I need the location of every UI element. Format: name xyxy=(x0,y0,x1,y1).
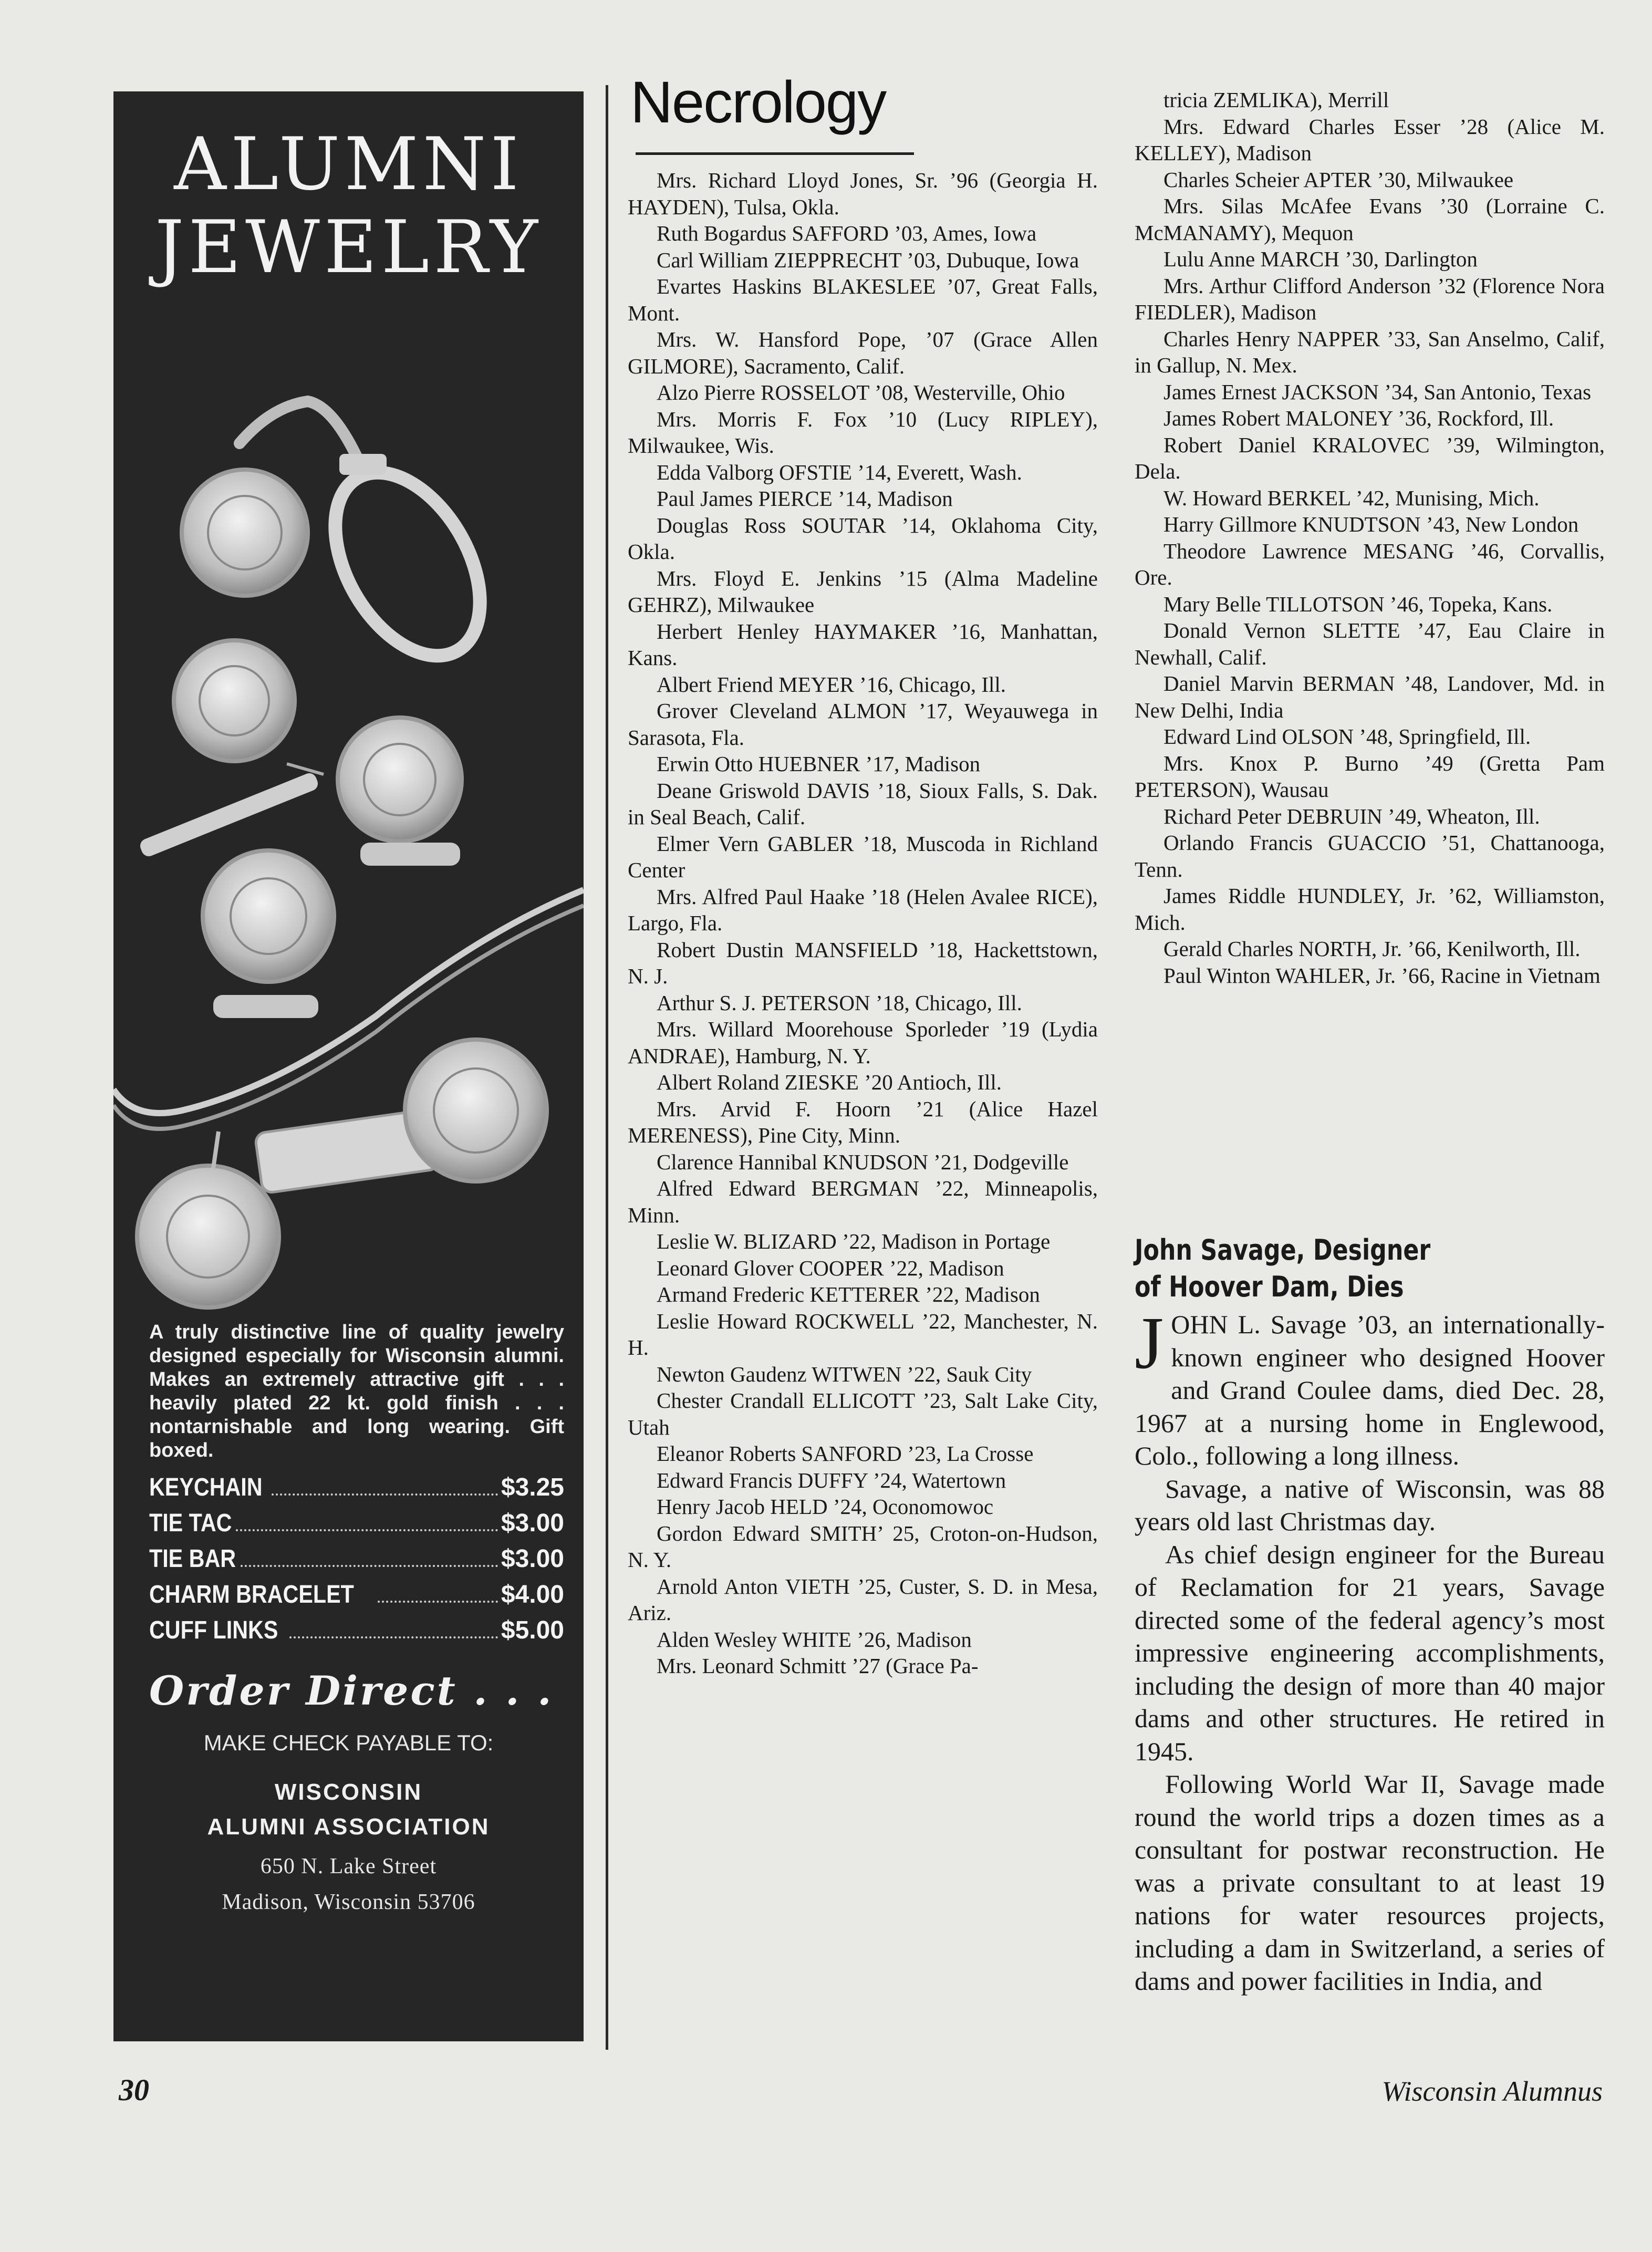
necrology-entry: Charles Henry NAPPER ’33, San Anselmo, Calif, in Gallup, N. Mex. xyxy=(1135,326,1605,377)
necrology-entry: Donald Vernon SLETTE ’47, Eau Claire in Newhall, Calif. xyxy=(1135,618,1605,669)
necrology-entry: Albert Friend MEYER ’16, Chicago, Ill. xyxy=(657,672,1006,697)
necrology-entry: Evartes Haskins BLAKESLEE ’07, Great Falls, Mont. xyxy=(628,274,1098,325)
article-body xyxy=(1135,1301,1605,1998)
necrology-entry: Mary Belle TILLOTSON ’46, Topeka, Kans. xyxy=(1163,591,1553,616)
necrology-entry: Elmer Vern GABLER ’18, Muscoda in Richland Center xyxy=(628,831,1098,882)
page-number: 30 xyxy=(119,2073,149,2107)
dot-leader xyxy=(378,1601,498,1603)
necrology-column-2 xyxy=(1135,87,1605,989)
necrology-title: Necrology xyxy=(630,69,886,135)
necrology-entry: Alzo Pierre ROSSELOT ’08, Westerville, Ohio xyxy=(657,380,1065,404)
necrology-entry: Herbert Henley HAYMAKER ’16, Manhattan, Kans. xyxy=(628,619,1098,670)
necrology-entry: Newton Gaudenz WITWEN ’22, Sauk City xyxy=(657,1362,1032,1386)
price-item: CUFF LINKS xyxy=(149,1616,278,1644)
necrology-entry: Mrs. Arthur Clifford Anderson ’32 (Florence Nora FIEDLER), Madison xyxy=(1135,273,1605,324)
necrology-entry: Theodore Lawrence MESANG ’46, Corvallis, Ore. xyxy=(1135,538,1605,589)
association-line2: ALUMNI ASSOCIATION xyxy=(207,1814,490,1840)
dot-leader xyxy=(236,1529,498,1531)
necrology-entry: Lulu Anne MARCH ’30, Darlington xyxy=(1163,247,1478,271)
necrology-entry: Mrs. Knox P. Burno ’49 (Gretta Pam PETERSON), Wausau xyxy=(1135,751,1605,802)
necrology-entry: Charles Scheier APTER ’30, Milwaukee xyxy=(1163,167,1514,192)
price-value: $3.25 xyxy=(501,1473,564,1501)
drop-cap: J xyxy=(1135,1301,1164,1384)
price-row-charm-bracelet xyxy=(149,1580,564,1616)
necrology-entry: Leslie W. BLIZARD ’22, Madison in Portage xyxy=(657,1229,1051,1253)
article-paragraph: As chief design engineer for the Bureau of Reclamation for 21 years, Savage directed some of the federal agency’s most impressive engineering accomplishments, including the design of more than 40 major dams and other structures. He retired in 1945. xyxy=(1135,1539,1605,1766)
article-headline xyxy=(1135,1232,1604,1305)
necrology-entry: Armand Frederic KETTERER ’22, Madison xyxy=(657,1282,1040,1306)
necrology-entry: Carl William ZIEPPRECHT ’03, Dubuque, Iowa xyxy=(657,247,1079,272)
necrology-entry: Mrs. W. Hansford Pope, ’07 (Grace Allen GILMORE), Sacramento, Calif. xyxy=(628,327,1098,378)
article-paragraph: Following World War II, Savage made round the world trips a dozen times as a consultant for postwar reconstruction. He was a private consultant to at least 19 nations for water resources projects, including a dam in Switzerland, a series of dams and power facilities in India, and xyxy=(1135,1769,1605,1996)
headline-line2: of Hoover Dam, Dies xyxy=(1135,1270,1404,1303)
association-line1: WISCONSIN xyxy=(274,1779,423,1805)
necrology-entry: James Riddle HUNDLEY, Jr. ’62, Williamston, Mich. xyxy=(1135,884,1605,935)
necrology-entry: Richard Peter DEBRUIN ’49, Wheaton, Ill. xyxy=(1163,804,1540,828)
necrology-entry: Orlando Francis GUACCIO ’51, Chattanooga, Tenn. xyxy=(1135,831,1605,881)
necrology-entry: Alfred Edward BERGMAN ’22, Minneapolis, Minn. xyxy=(628,1176,1098,1227)
price-row-keychain xyxy=(149,1473,564,1509)
price-value: $3.00 xyxy=(501,1509,564,1537)
necrology-entry: Edward Lind OLSON ’48, Springfield, Ill. xyxy=(1163,724,1531,749)
article-paragraph: Savage, a native of Wisconsin, was 88 years old last Christmas day. xyxy=(1135,1473,1605,1536)
dot-leader xyxy=(289,1636,498,1638)
headline-line1: John Savage, Designer xyxy=(1135,1233,1431,1267)
necrology-entry: Paul James PIERCE ’14, Madison xyxy=(657,486,953,511)
necrology-entry: Harry Gillmore KNUDTSON ’43, New London xyxy=(1163,512,1579,536)
necrology-entry: Erwin Otto HUEBNER ’17, Madison xyxy=(657,752,981,776)
necrology-entry: Mrs. Silas McAfee Evans ’30 (Lorraine C. McMANAMY), Mequon xyxy=(1135,194,1605,245)
check-payable-label: MAKE CHECK PAYABLE TO: xyxy=(203,1730,494,1755)
necrology-entry: Clarence Hannibal KNUDSON ’21, Dodgeville xyxy=(657,1149,1069,1174)
dot-leader xyxy=(241,1565,498,1567)
tie-tac-image xyxy=(138,640,324,858)
necrology-entry: Douglas Ross SOUTAR ’14, Oklahoma City, Okla. xyxy=(628,513,1098,564)
dot-leader xyxy=(272,1493,498,1496)
jewelry-advertisement xyxy=(113,91,584,2041)
price-row-tie-bar xyxy=(149,1544,564,1580)
article-paragraph xyxy=(1135,1301,1605,1472)
necrology-entry: tricia ZEMLIKA), Merrill xyxy=(1163,88,1389,112)
necrology-column-1 xyxy=(628,167,1098,1679)
necrology-entry: Leslie Howard ROCKWELL ’22, Manchester, N. H. xyxy=(628,1309,1098,1359)
necrology-entry: Arnold Anton VIETH ’25, Custer, S. D. in Mesa, Ariz. xyxy=(628,1574,1098,1625)
necrology-entry: Eleanor Roberts SANFORD ’23, La Crosse xyxy=(657,1441,1034,1466)
address-city: Madison, Wisconsin 53706 xyxy=(222,1890,475,1914)
necrology-entry: Chester Crandall ELLICOTT ’23, Salt Lake City, Utah xyxy=(628,1388,1098,1439)
necrology-entry: Albert Roland ZIESKE ’20 Antioch, Ill. xyxy=(657,1070,1002,1094)
price-list xyxy=(149,1473,564,1652)
necrology-entry: James Ernest JACKSON ’34, San Antonio, Texas xyxy=(1163,379,1592,404)
necrology-entry: Gerald Charles NORTH, Jr. ’66, Kenilworth, Ill. xyxy=(1163,937,1581,961)
price-item: KEYCHAIN xyxy=(149,1473,263,1501)
title-underline xyxy=(636,152,914,155)
price-row-tie-tac xyxy=(149,1509,564,1544)
price-row-cuff-links xyxy=(149,1616,564,1652)
necrology-entry: Mrs. Floyd E. Jenkins ’15 (Alma Madeline GEHRZ), Milwaukee xyxy=(628,566,1098,617)
ad-title-line1: ALUMNI xyxy=(174,122,523,206)
jewelry-photo xyxy=(113,312,584,1331)
necrology-entry: Edda Valborg OFSTIE ’14, Everett, Wash. xyxy=(657,460,1022,484)
necrology-entry: Robert Daniel KRALOVEC ’39, Wilmington, Dela. xyxy=(1135,432,1605,483)
association-name xyxy=(113,1775,584,1844)
necrology-entry: Mrs. Willard Moorehouse Sporleder ’19 (Lydia ANDRAE), Hamburg, N. Y. xyxy=(628,1017,1098,1068)
necrology-entry: Alden Wesley WHITE ’26, Madison xyxy=(657,1627,972,1652)
necrology-entry: W. Howard BERKEL ’42, Munising, Mich. xyxy=(1163,485,1540,510)
magazine-name: Wisconsin Alumnus xyxy=(1381,2075,1603,2107)
necrology-entry: Leonard Glover COOPER ’22, Madison xyxy=(657,1255,1004,1280)
mailing-address xyxy=(113,1849,584,1920)
price-item: CHARM BRACELET xyxy=(149,1581,354,1608)
ad-title-line2: JEWELRY xyxy=(154,205,543,289)
ad-title xyxy=(113,123,584,289)
necrology-entry: Mrs. Arvid F. Hoorn ’21 (Alice Hazel MERENESS), Pine City, Minn. xyxy=(628,1096,1098,1147)
price-value: $3.00 xyxy=(501,1545,564,1573)
necrology-entry: Ruth Bogardus SAFFORD ’03, Ames, Iowa xyxy=(657,221,1037,245)
necrology-entry: Daniel Marvin BERMAN ’48, Landover, Md. in New Delhi, India xyxy=(1135,671,1605,722)
necrology-entry: Henry Jacob HELD ’24, Oconomowoc xyxy=(657,1495,994,1519)
necrology-entry: Edward Francis DUFFY ’24, Watertown xyxy=(657,1468,1006,1492)
ad-description: A truly distinctive line of quality jewelry designed especially for Wisconsin alumni. Makes an extremely attractive gift . . . heavily plated 22 kt. gold finish . . . nontarnishable and long wearing. Gift boxed. xyxy=(149,1321,564,1461)
price-value: $4.00 xyxy=(501,1581,564,1608)
necrology-entry: Robert Dustin MANSFIELD ’18, Hackettstown, N. J. xyxy=(628,937,1098,988)
necrology-entry: Paul Winton WAHLER, Jr. ’66, Racine in Vietnam xyxy=(1163,963,1601,988)
necrology-entry: Grover Cleveland ALMON ’17, Weyauwega in Sarasota, Fla. xyxy=(628,699,1098,750)
order-direct-heading: Order Direct . . . xyxy=(149,1667,554,1714)
price-item: TIE TAC xyxy=(149,1509,232,1537)
price-item: TIE BAR xyxy=(149,1545,236,1573)
necrology-entry: Deane Griswold DAVIS ’18, Sioux Falls, S. Dak. in Seal Beach, Calif. xyxy=(628,778,1098,829)
necrology-entry: Mrs. Richard Lloyd Jones, Sr. ’96 (Georgia H. HAYDEN), Tulsa, Okla. xyxy=(628,168,1098,219)
column-rule xyxy=(606,85,608,2050)
address-street: 650 N. Lake Street xyxy=(260,1854,437,1879)
necrology-entry: Mrs. Leonard Schmitt ’27 (Grace Pa- xyxy=(657,1654,979,1678)
necrology-entry: Gordon Edward SMITH’ 25, Croton-on-Hudson, N. Y. xyxy=(628,1521,1098,1572)
price-value: $5.00 xyxy=(501,1616,564,1644)
necrology-entry: Arthur S. J. PETERSON ’18, Chicago, Ill. xyxy=(657,990,1022,1015)
paragraph-text: OHN L. Savage ’03, an internationally-known engineer who designed Hoover and Grand Coulee dams, died Dec. 28, 1967 at a nursing home in Englewood, Colo., following a long illness. xyxy=(1135,1310,1605,1470)
necrology-entry: Mrs. Morris F. Fox ’10 (Lucy RIPLEY), Milwaukee, Wis. xyxy=(628,407,1098,458)
necrology-entry: Mrs. Edward Charles Esser ’28 (Alice M. KELLEY), Madison xyxy=(1135,114,1605,165)
necrology-entry: Mrs. Alfred Paul Haake ’18 (Helen Avalee RICE), Largo, Fla. xyxy=(628,884,1098,935)
necrology-entry: James Robert MALONEY ’36, Rockford, Ill. xyxy=(1163,406,1554,430)
